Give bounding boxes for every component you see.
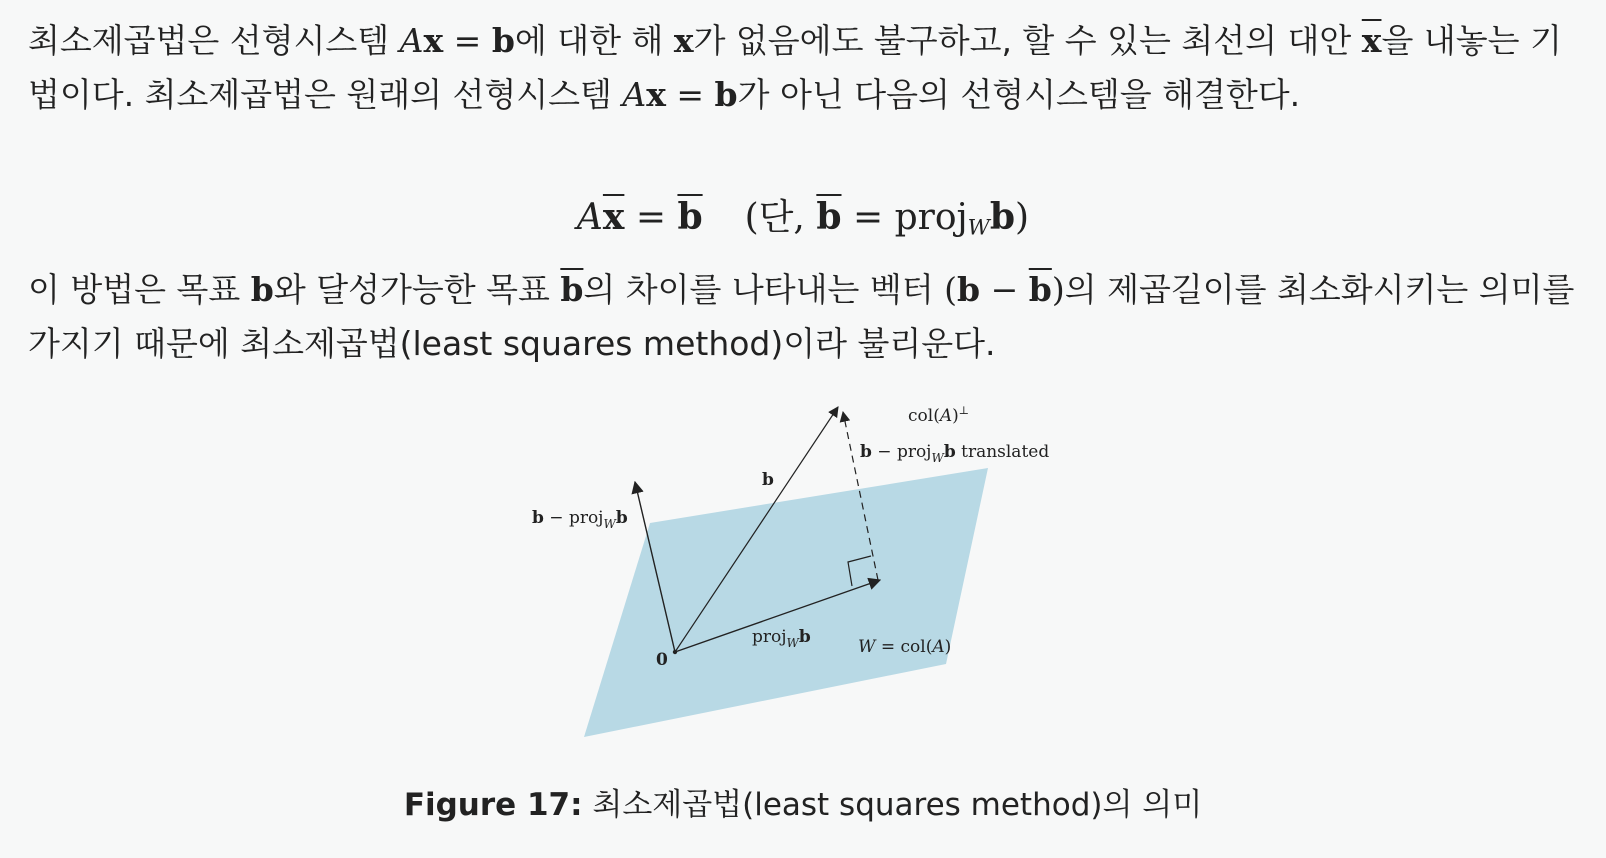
- text-run: 의 제곱길이를 최소화시키는 의미를 가지기 때문에 최소제곱법(least squares method)이라 불리운다.: [28, 270, 1575, 363]
- text-run: 을 내놓는 기법이다. 최소제곱법은 원래의 선형시스템: [28, 21, 1562, 114]
- caption-text: 최소제곱법(least squares method)의 의미: [582, 787, 1203, 823]
- math-equals: =: [665, 75, 715, 114]
- math-subscript-w: W: [967, 215, 990, 241]
- math-minus: −: [980, 270, 1029, 309]
- math-b: b: [491, 21, 515, 60]
- math-b: b: [250, 270, 274, 309]
- math-close: ): [1015, 197, 1030, 238]
- display-equation: [0, 190, 1606, 255]
- math-x: x: [673, 21, 694, 60]
- math-open: (: [944, 270, 958, 309]
- subspace-w-label: W = col(A): [858, 637, 952, 657]
- perp-vector-label: b − proj$_W$b: [532, 508, 628, 531]
- text-run: 이 방법은 목표: [28, 270, 251, 309]
- math-A: A: [622, 75, 647, 114]
- origin-point: [673, 650, 677, 654]
- math-b-bar: $\overline{b}$: [816, 196, 842, 238]
- math-proj: proj: [894, 197, 968, 238]
- math-A: A: [399, 21, 424, 60]
- text-run: 가 없음에도 불구하고, 할 수 있는 최선의 대안: [693, 21, 1362, 60]
- least-squares-figure: [0, 390, 1606, 780]
- col-a-perp-label: col(A)⊥: [908, 404, 970, 426]
- math-equals: =: [443, 21, 492, 60]
- math-x: x: [646, 75, 666, 114]
- figure-number: Figure 17:: [403, 787, 583, 823]
- projection-label: proj$_W$b: [752, 627, 811, 650]
- text-run: 와 달성가능한 목표: [273, 270, 561, 309]
- math-equals: =: [624, 197, 678, 238]
- math-close: ): [1051, 270, 1065, 309]
- math-x-bar: $\overline{x}$: [602, 196, 625, 238]
- intro-paragraph: [28, 14, 1578, 122]
- translated-vector-label: b − proj$_W$b translated: [860, 442, 1050, 465]
- text-run: 의 차이를 나타내는 벡터: [583, 270, 945, 309]
- subspace-plane: [584, 468, 988, 737]
- math-x: x: [423, 21, 444, 60]
- explanation-paragraph: [28, 263, 1578, 371]
- math-b: b: [989, 196, 1016, 238]
- math-x-bar: $\overline{x}$: [1361, 21, 1382, 60]
- text-run: 에 대한 해: [514, 21, 674, 60]
- vector-b-label: b: [762, 470, 774, 490]
- math-b-bar: $\overline{b}$: [677, 196, 703, 238]
- math-A: A: [576, 197, 603, 238]
- math-b: b: [957, 270, 981, 309]
- math-b: b: [714, 75, 738, 114]
- figure-caption: [0, 780, 1606, 830]
- math-b-bar: $\overline{b}$: [560, 270, 584, 309]
- math-equals: =: [841, 197, 895, 238]
- math-b-bar: $\overline{b}$: [1028, 270, 1052, 309]
- text-run: 최소제곱법은 선형시스템: [28, 21, 400, 60]
- text-run: 가 아닌 다음의 선형시스템을 해결한다.: [737, 75, 1301, 114]
- origin-label: 0: [656, 650, 668, 670]
- math-open: (단,: [744, 197, 817, 238]
